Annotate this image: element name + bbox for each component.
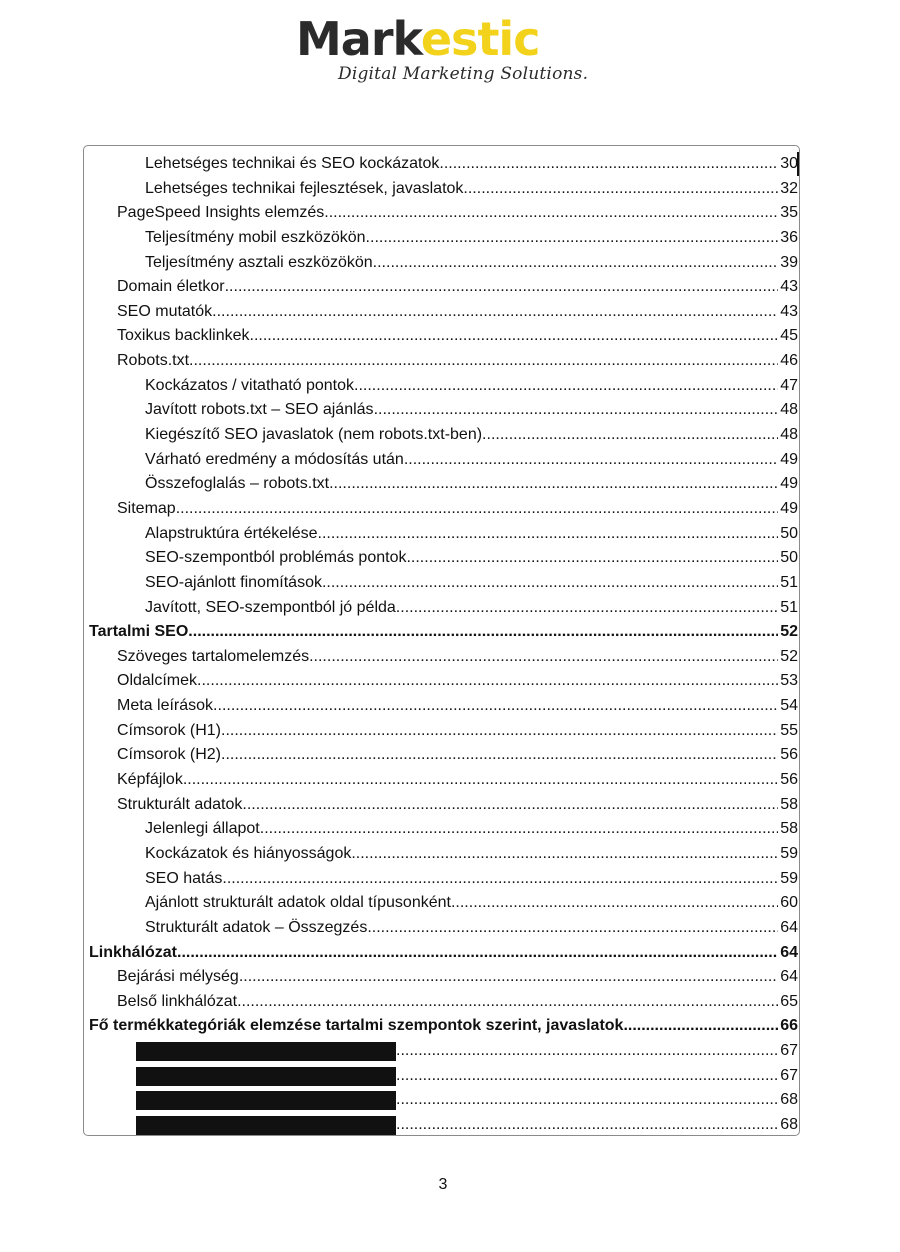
redaction-bar xyxy=(136,1091,396,1110)
toc-dot-leader xyxy=(396,1039,778,1063)
toc-entry[interactable] xyxy=(89,423,798,448)
toc-entry-page: 49 xyxy=(780,475,798,493)
toc-entry[interactable] xyxy=(89,669,798,694)
toc-entry-title: Képfájlok xyxy=(117,771,183,789)
toc-entry[interactable] xyxy=(89,817,798,842)
toc-entry-title: Oldalcímek xyxy=(117,672,198,690)
toc-dot-leader xyxy=(309,645,778,669)
toc-entry-page: 51 xyxy=(780,598,798,616)
toc-entry-page: 46 xyxy=(780,352,798,370)
toc-dot-leader xyxy=(373,251,779,275)
toc-entry-page: 43 xyxy=(780,278,798,296)
toc-entry-page: 30 xyxy=(780,155,798,172)
toc-dot-leader xyxy=(213,694,778,718)
toc-dot-leader xyxy=(212,300,778,324)
toc-entry-page: 59 xyxy=(780,844,798,862)
toc-dot-leader xyxy=(396,1064,778,1088)
toc-entry-page: 64 xyxy=(780,968,798,986)
toc-entry-title: Címsorok (H2) xyxy=(117,746,222,764)
toc-entry-redacted[interactable] xyxy=(89,1113,798,1138)
toc-entry-page: 49 xyxy=(780,499,798,517)
toc-entry-title: Domain életkor xyxy=(117,278,225,296)
toc-entry[interactable] xyxy=(89,916,798,941)
toc-entry[interactable] xyxy=(89,522,798,547)
toc-entry-page: 58 xyxy=(780,820,798,838)
toc-entry-title: SEO hatás xyxy=(145,869,223,887)
toc-dot-leader xyxy=(396,596,778,620)
toc-entry-title: SEO-ajánlott finomítások xyxy=(145,573,322,591)
toc-entry-title: Várható eredmény a módosítás után xyxy=(145,450,404,468)
toc-entry[interactable] xyxy=(89,867,798,892)
toc-entry-title: Strukturált adatok xyxy=(117,795,243,813)
logo-wordmark xyxy=(296,12,539,66)
toc-entry[interactable] xyxy=(89,300,798,325)
toc-entry-page: 52 xyxy=(780,647,798,665)
toc-entry-title: Ajánlott strukturált adatok oldal típusonként xyxy=(145,894,451,912)
toc-dot-leader xyxy=(221,719,778,743)
toc-dot-leader xyxy=(197,669,778,693)
toc-dot-leader xyxy=(177,941,778,965)
toc-entry-title: Javított, SEO-szempontból jó példa xyxy=(145,598,396,616)
toc-dot-leader xyxy=(183,768,778,792)
toc-entry-title: Javított robots.txt – SEO ajánlás xyxy=(145,401,374,419)
toc-dot-leader xyxy=(189,349,778,373)
toc-entry-title: Sitemap xyxy=(117,499,176,517)
toc-entry[interactable] xyxy=(89,251,798,276)
toc-entry-title: SEO-szempontból problémás pontok xyxy=(145,549,407,567)
toc-dot-leader xyxy=(439,152,778,176)
toc-entry-page: 51 xyxy=(780,573,798,591)
toc-entry-title: Toxikus backlinkek xyxy=(117,327,250,345)
toc-entry-title: Tartalmi SEO xyxy=(89,623,189,641)
toc-entry[interactable] xyxy=(89,398,798,423)
toc-dot-leader xyxy=(351,842,778,866)
toc-entry-title: Robots.txt xyxy=(117,352,190,370)
toc-entry-page: 67 xyxy=(780,1066,798,1084)
toc-entry-title: Alapstruktúra értékelése xyxy=(145,524,318,542)
toc-entry-page: 64 xyxy=(780,943,798,961)
toc-entry-title: Linkhálózat xyxy=(89,943,178,961)
toc-entry-page: 35 xyxy=(780,204,798,222)
toc-dot-leader xyxy=(237,990,778,1014)
toc-entry[interactable] xyxy=(89,349,798,374)
logo-tagline: Digital Marketing Solutions. xyxy=(338,64,589,84)
toc-entry-page: 59 xyxy=(780,869,798,887)
toc-dot-leader xyxy=(374,398,779,422)
toc-entry-title: Strukturált adatok – Összegzés xyxy=(145,918,368,936)
toc-entry-title: Bejárási mélység xyxy=(117,968,239,986)
toc-dot-leader xyxy=(222,867,778,891)
toc-entry-page: 48 xyxy=(780,426,798,444)
toc-entry-redacted[interactable] xyxy=(89,1064,798,1089)
toc-entry-page: 60 xyxy=(780,894,798,912)
toc-entry-page: 39 xyxy=(780,253,798,271)
toc-entry[interactable] xyxy=(89,201,798,226)
toc-dot-leader xyxy=(221,743,778,767)
toc-dot-leader xyxy=(451,891,778,915)
logo-wordmark-part1: Mark xyxy=(296,12,421,66)
toc-entry[interactable] xyxy=(89,275,798,300)
redaction-bar xyxy=(136,1067,396,1086)
toc-entry-title: Fő termékkategóriák elemzése tartalmi szempontok szerint, javaslatok xyxy=(89,1017,624,1035)
toc-dot-leader xyxy=(482,423,778,447)
toc-entry-title: Szöveges tartalomelemzés xyxy=(117,647,310,665)
toc-entry-page: 65 xyxy=(780,992,798,1010)
toc-entry-title: SEO mutatók xyxy=(117,302,213,320)
toc-entry[interactable] xyxy=(89,694,798,719)
toc-entry[interactable] xyxy=(89,374,798,399)
toc-entry-page: 50 xyxy=(780,524,798,542)
toc-entry-page: 64 xyxy=(780,918,798,936)
toc-entry-page: 66 xyxy=(780,1017,798,1035)
toc-entry[interactable] xyxy=(89,645,798,670)
toc-dot-leader xyxy=(396,1113,778,1137)
toc-entry-page: 68 xyxy=(780,1091,798,1109)
toc-dot-leader xyxy=(176,497,779,521)
toc-entry[interactable] xyxy=(89,620,798,645)
toc-entry-title: PageSpeed Insights elemzés xyxy=(117,204,325,222)
toc-entry[interactable] xyxy=(89,448,798,473)
toc-dot-leader xyxy=(250,324,779,348)
toc-entry[interactable] xyxy=(89,177,798,202)
toc-entry-page: 68 xyxy=(780,1115,798,1133)
toc-dot-leader xyxy=(225,275,779,299)
toc-entry[interactable] xyxy=(89,719,798,744)
toc-dot-leader xyxy=(329,472,778,496)
page-number: 3 xyxy=(438,1176,448,1193)
toc-dot-leader xyxy=(322,571,778,595)
toc-entry-page: 45 xyxy=(780,327,798,345)
toc-entry[interactable] xyxy=(89,571,798,596)
markestic-logo xyxy=(296,12,596,96)
toc-entry-page: 49 xyxy=(780,450,798,468)
toc-entry[interactable] xyxy=(89,965,798,990)
toc-entry-title: Meta leírások xyxy=(117,697,214,715)
toc-entry-page: 56 xyxy=(780,771,798,789)
toc-entry-page: 32 xyxy=(780,179,798,197)
toc-entry[interactable] xyxy=(89,1014,798,1039)
toc-dot-leader xyxy=(366,226,779,250)
toc-entry-page: 56 xyxy=(780,746,798,764)
toc-dot-leader xyxy=(260,817,778,841)
toc-entry-title: Belső linkhálózat xyxy=(117,992,238,1010)
toc-dot-leader xyxy=(324,201,778,225)
toc-entry-page: 50 xyxy=(780,549,798,567)
toc-entry-page: 36 xyxy=(780,228,798,246)
toc-entry-title: Összefoglalás – robots.txt xyxy=(145,475,330,493)
toc-entry[interactable] xyxy=(89,768,798,793)
toc-entry-title: Jelenlegi állapot xyxy=(145,820,260,838)
logo-wordmark-part2: estic xyxy=(420,12,540,66)
toc-entry[interactable] xyxy=(89,842,798,867)
toc-dot-leader xyxy=(406,546,778,570)
toc-dot-leader xyxy=(367,916,778,940)
toc-entry-page: 47 xyxy=(780,376,798,394)
toc-entry-redacted[interactable] xyxy=(89,1088,798,1113)
toc-dot-leader xyxy=(463,177,778,201)
toc-entry-page: 48 xyxy=(780,401,798,419)
toc-entry-page: 67 xyxy=(780,1042,798,1060)
toc-entry-title: Címsorok (H1) xyxy=(117,721,222,739)
toc-entry[interactable] xyxy=(89,793,798,818)
toc-entry-page: 53 xyxy=(780,672,798,690)
toc-entry-page: 58 xyxy=(780,795,798,813)
toc-entry-title: Kiegészítő SEO javaslatok (nem robots.txt-ben) xyxy=(145,426,483,444)
toc-dot-leader xyxy=(354,374,778,398)
toc-entry[interactable] xyxy=(89,152,798,177)
toc-entry-redacted[interactable] xyxy=(89,1039,798,1064)
toc-entry[interactable] xyxy=(89,226,798,251)
toc-dot-leader xyxy=(623,1014,778,1038)
toc-entry[interactable] xyxy=(89,324,798,349)
toc-entry[interactable] xyxy=(89,941,798,966)
toc-entry[interactable] xyxy=(89,546,798,571)
toc-entry-title: Kockázatok és hiányosságok xyxy=(145,844,352,862)
toc-entry[interactable] xyxy=(89,596,798,621)
redaction-bar xyxy=(136,1042,396,1061)
toc-dot-leader xyxy=(239,965,778,989)
toc-dot-leader xyxy=(396,1088,778,1112)
toc-entry[interactable] xyxy=(89,990,798,1015)
toc-dot-leader xyxy=(404,448,778,472)
toc-dot-leader xyxy=(188,620,778,644)
toc-entry-page: 52 xyxy=(780,623,798,641)
toc-dot-leader xyxy=(242,793,778,817)
table-of-contents xyxy=(89,152,798,1138)
toc-entry-page: 43 xyxy=(780,302,798,320)
toc-dot-leader xyxy=(318,522,779,546)
toc-entry-title: Lehetséges technikai és SEO kockázatok xyxy=(145,155,440,172)
toc-entry-title: Lehetséges technikai fejlesztések, javaslatok xyxy=(145,179,464,197)
toc-entry-page: 55 xyxy=(780,721,798,739)
toc-entry[interactable] xyxy=(89,743,798,768)
toc-entry[interactable] xyxy=(89,891,798,916)
toc-entry-page: 54 xyxy=(780,697,798,715)
toc-entry-title: Teljesítmény asztali eszközökön xyxy=(145,253,373,271)
redaction-bar xyxy=(136,1116,396,1135)
toc-entry-title: Kockázatos / vitatható pontok xyxy=(145,376,355,394)
toc-entry-title: Teljesítmény mobil eszközökön xyxy=(145,228,366,246)
toc-entry[interactable] xyxy=(89,497,798,522)
toc-entry[interactable] xyxy=(89,472,798,497)
